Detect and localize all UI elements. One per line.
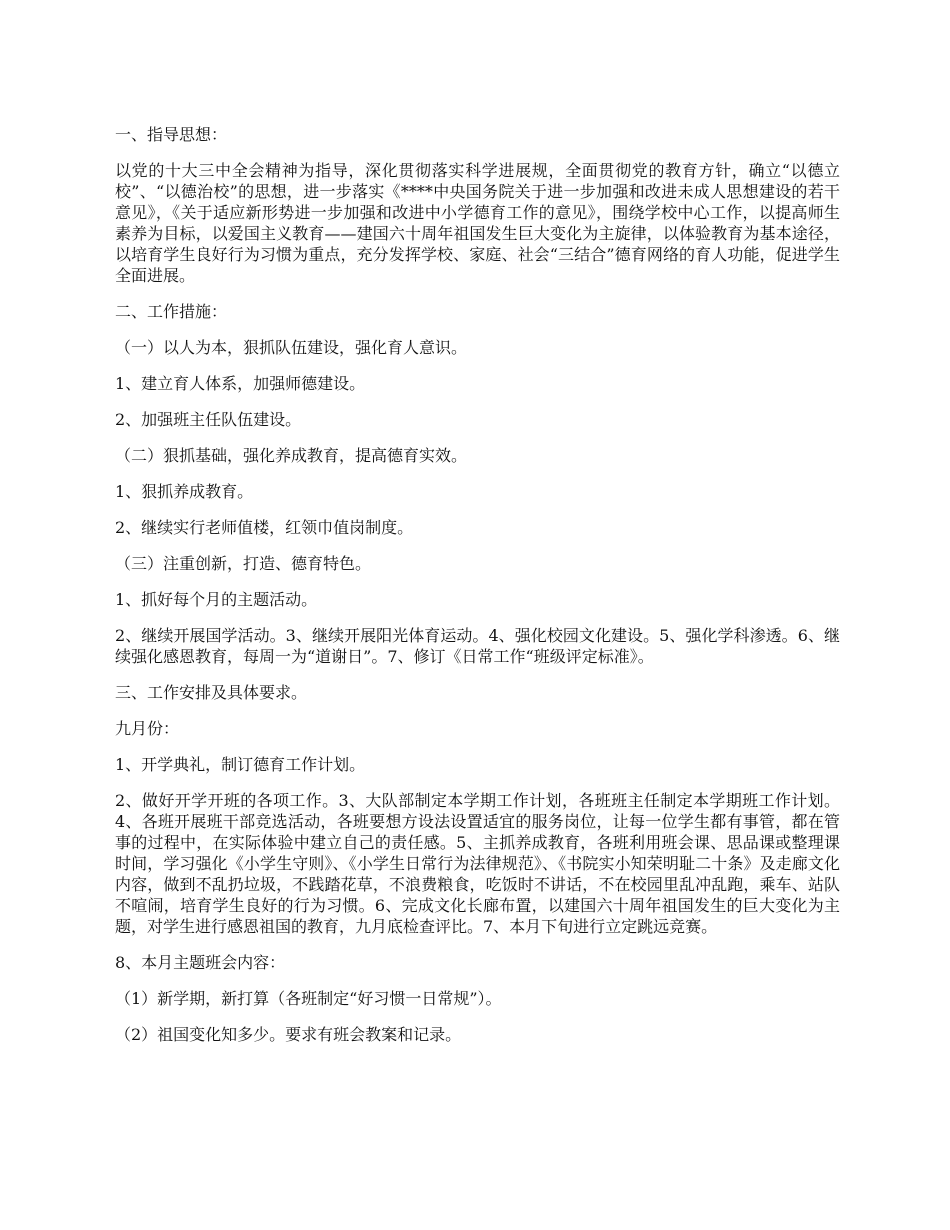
list-item: 1、抓好每个月的主题活动。 <box>115 590 318 609</box>
section-heading-work-measures: 二、工作措施： <box>115 302 228 321</box>
subheading-innovation: （三）注重创新，打造、德育特色。 <box>115 554 372 573</box>
list-item: （2）祖国变化知多少。要求有班会教案和记录。 <box>115 1025 462 1044</box>
guiding-ideology-paragraph: 以党的十大三中全会精神为指导，深化贯彻落实科学进展规，全面贯彻党的教育方针，确立“以德立校”、“以德治校”的思想，进一步落实《****中央国务院关于进一步加强和改进未成人思想建设的若干意见》，《关于适应新形势进一步加强和改进中小学德育工作的意见》，围绕学校中心工作，以提高师生素养为目标，以爱国主义教育——建国六十周年祖国发生巨大变化为主旋律，以体验教育为基本途径，以培育学生良好行为习惯为重点，充分发挥学校、家庭、社会“三结合”德育网络的育人功能，促进学生全面进展。 <box>115 161 840 285</box>
section-heading-work-arrangement: 三、工作安排及具体要求。 <box>115 683 308 702</box>
list-item: 2、加强班主任队伍建设。 <box>115 410 302 429</box>
list-item: 2、继续开展国学活动。3、继续开展阳光体育运动。4、强化校园文化建设。5、强化学科渗透。6、继续强化感恩教育，每周一为“道谢日”。7、修订《日常工作“班级评定标准》。 <box>115 626 840 666</box>
list-item: （1）新学期，新打算（各班制定“好习惯一日常规”）。 <box>115 989 502 1008</box>
month-heading-september: 九月份： <box>115 719 180 738</box>
subheading-habit-education: （二）狠抓基础，强化养成教育，提高德育实效。 <box>115 446 468 465</box>
list-item: 2、继续实行老师值楼，红领巾值岗制度。 <box>115 518 414 537</box>
list-item: 1、建立育人体系，加强师德建设。 <box>115 374 366 393</box>
list-item: 1、狠抓养成教育。 <box>115 482 254 501</box>
list-item: 1、开学典礼，制订德育工作计划。 <box>115 755 366 774</box>
list-item: 2、做好开学开班的各项工作。3、大队部制定本学期工作计划，各班班主任制定本学期班工作计划。4、各班开展班干部竞选活动，各班要想方设法设置适宜的服务岗位，让每一位学生都有事管，都在管事的过程中，在实际体验中建立自己的责任感。5、主抓养成教育，各班利用班会课、思品课或整理课时间，学习强化《小学生守则》、《小学生日常行为法律规范》、《书院实小知荣明耻二十条》及走廊文化内容，做到不乱扔垃圾，不践踏花草，不浪费粮食，吃饭时不讲话，不在校园里乱冲乱跑，乘车、站队不喧闹，培育学生良好的行为习惯。6、完成文化长廊布置，以建国六十周年祖国发生的巨大变化为主题，对学生进行感恩祖国的教育，九月底检查评比。7、本月下旬进行立定跳远竞赛。 <box>115 791 840 936</box>
document-body <box>115 124 840 1060</box>
list-item: 8、本月主题班会内容： <box>115 953 286 972</box>
subheading-team-building: （一）以人为本，狠抓队伍建设，强化育人意识。 <box>115 338 468 357</box>
section-heading-guiding-ideology: 一、指导思想： <box>115 125 228 144</box>
